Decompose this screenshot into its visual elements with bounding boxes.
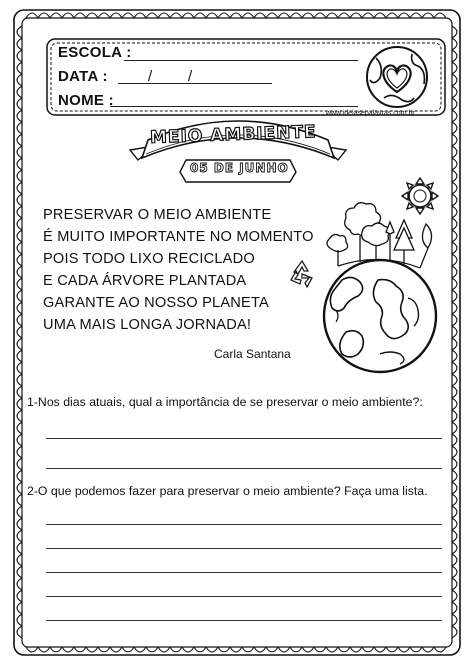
date-field[interactable]: [118, 83, 272, 84]
website-credit: www.ideiasepalavras.com.br: [326, 110, 415, 117]
poem: [43, 204, 314, 336]
answer-line[interactable]: [46, 548, 442, 549]
poem-line: GARANTE AO NOSSO PLANETA: [43, 295, 269, 311]
poem-line: UMA MAIS LONGA JORNADA!: [43, 317, 252, 333]
answer-line[interactable]: [46, 524, 442, 525]
name-label: NOME :: [58, 92, 114, 109]
school-field[interactable]: [124, 60, 358, 61]
answer-line[interactable]: [46, 438, 442, 439]
answer-line[interactable]: [46, 468, 442, 469]
name-field[interactable]: [110, 106, 358, 107]
poem-line: PRESERVAR O MEIO AMBIENTE: [43, 207, 272, 223]
date-slash-1: /: [148, 68, 153, 85]
date-label: DATA :: [58, 68, 108, 85]
question-2: 2-O que podemos fazer para preservar o meio ambiente? Faça uma lista.: [27, 484, 428, 498]
answer-line[interactable]: [46, 572, 442, 573]
recycle-icon: [287, 258, 317, 290]
banner-title: MEIO AMBIENTE: [149, 122, 317, 148]
poem-line: É MUITO IMPORTANTE NO MOMENTO: [43, 229, 314, 245]
sun-icon: [402, 178, 438, 214]
poem-line: POIS TODO LIXO RECICLADO: [43, 251, 255, 267]
poem-line: E CADA ÁRVORE PLANTADA: [43, 273, 247, 289]
poem-author: Carla Santana: [214, 347, 291, 361]
answer-line[interactable]: [46, 620, 442, 621]
school-label: ESCOLA :: [58, 44, 132, 61]
banner-subtitle: 05 DE JUNHO: [190, 161, 289, 175]
heart-globe-icon: [362, 44, 432, 110]
tree-icon: [327, 203, 414, 266]
answer-line[interactable]: [46, 596, 442, 597]
date-slash-2: /: [188, 68, 193, 85]
earth-icon: [320, 172, 444, 384]
question-1: 1-Nos dias atuais, qual a importância de se preservar o meio ambiente?:: [27, 395, 423, 409]
